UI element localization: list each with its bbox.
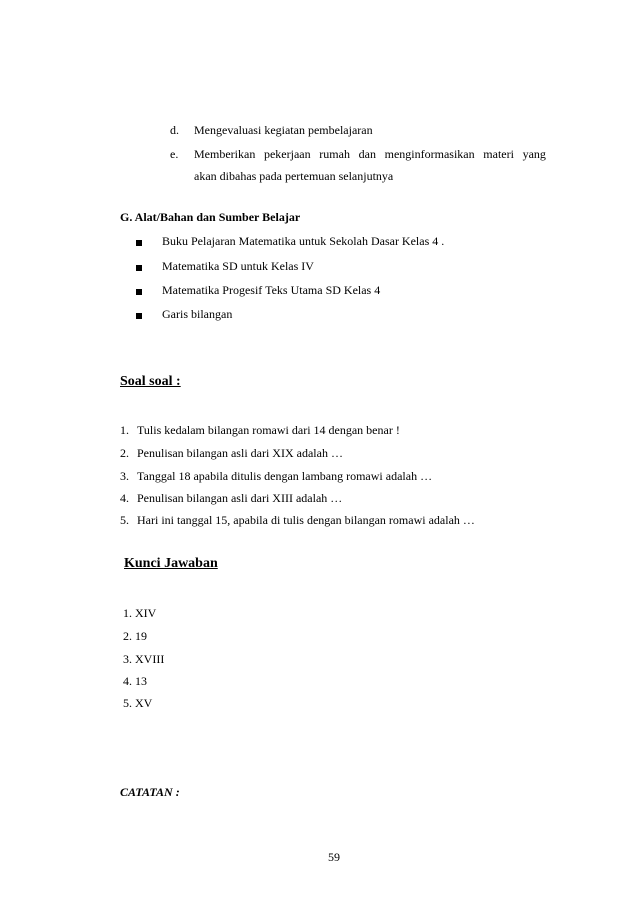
page-number: 59 bbox=[328, 850, 340, 864]
soal-number: 2. bbox=[120, 446, 129, 460]
bullet-icon bbox=[136, 240, 142, 246]
step-text-e-line1 bbox=[194, 147, 546, 162]
list-item: Buku Pelajaran Matematika untuk Sekolah Dasar Kelas 4 . bbox=[162, 234, 445, 248]
soal-number: 3. bbox=[120, 469, 129, 483]
kunci-title: Kunci Jawaban bbox=[124, 556, 218, 571]
catatan-label: CATATAN : bbox=[120, 785, 180, 799]
kunci-answer: 1. XIV bbox=[123, 606, 157, 620]
step-e-word: pekerjaan bbox=[263, 147, 311, 161]
soal-question: Penulisan bilangan asli dari XIX adalah … bbox=[137, 446, 343, 460]
step-letter-e: e. bbox=[170, 147, 179, 161]
step-e-word: menginformasikan bbox=[384, 147, 475, 161]
section-g-title: G. Alat/Bahan dan Sumber Belajar bbox=[120, 210, 301, 224]
bullet-icon bbox=[136, 265, 142, 271]
kunci-answer: 3. XVIII bbox=[123, 652, 165, 666]
soal-number: 4. bbox=[120, 491, 129, 505]
kunci-answer: 4. 13 bbox=[123, 674, 147, 688]
soal-number: 1. bbox=[120, 423, 129, 437]
list-item: Matematika SD untuk Kelas IV bbox=[162, 259, 314, 273]
soal-question: Tulis kedalam bilangan romawi dari 14 dengan benar ! bbox=[137, 423, 400, 437]
soal-number: 5. bbox=[120, 513, 129, 527]
step-text-e-line2: akan dibahas pada pertemuan selanjutnya bbox=[194, 169, 394, 183]
step-e-word: yang bbox=[522, 147, 546, 161]
step-letter-d: d. bbox=[170, 123, 179, 137]
bullet-icon bbox=[136, 289, 142, 295]
bullet-icon bbox=[136, 313, 142, 319]
step-text-d: Mengevaluasi kegiatan pembelajaran bbox=[194, 123, 373, 137]
soal-question: Penulisan bilangan asli dari XIII adalah … bbox=[137, 491, 343, 505]
list-item: Garis bilangan bbox=[162, 307, 233, 321]
kunci-answer: 2. 19 bbox=[123, 629, 147, 643]
soal-question: Hari ini tanggal 15, apabila di tulis dengan bilangan romawi adalah … bbox=[137, 513, 475, 527]
soal-question: Tanggal 18 apabila ditulis dengan lambang romawi adalah … bbox=[137, 469, 433, 483]
step-e-word: rumah bbox=[319, 147, 350, 161]
kunci-answer: 5. XV bbox=[123, 696, 153, 710]
list-item: Matematika Progesif Teks Utama SD Kelas 4 bbox=[162, 283, 381, 297]
step-e-word: dan bbox=[358, 147, 376, 161]
soal-title: Soal soal : bbox=[120, 374, 181, 389]
step-e-word: materi bbox=[483, 147, 514, 161]
step-e-word: Memberikan bbox=[194, 147, 256, 161]
